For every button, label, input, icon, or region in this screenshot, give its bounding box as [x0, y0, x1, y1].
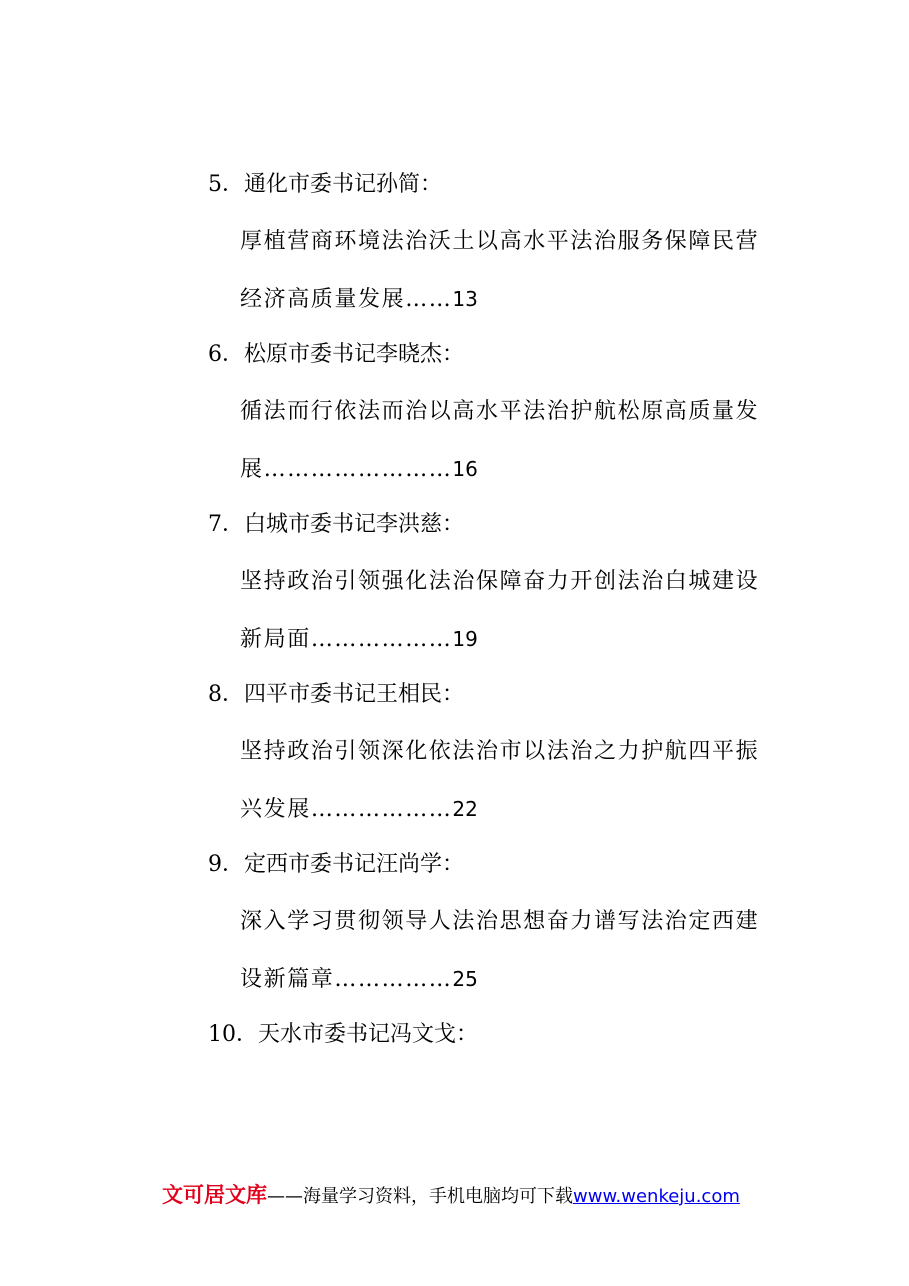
- page-number: 19: [452, 627, 478, 651]
- toc-entry-title-line: [240, 455, 478, 484]
- footer-banner: [162, 1182, 740, 1210]
- toc-entry-title-line: [240, 625, 478, 654]
- dot-leader: ……………: [334, 967, 453, 992]
- page-number: 16: [452, 457, 478, 481]
- toc-entry-title-line: [240, 965, 478, 994]
- toc-entry-title-line: [240, 285, 478, 314]
- toc-entry-heading: 10．天水市委书记冯文戈：: [208, 1022, 478, 1047]
- footer-brand: 文可居文库: [162, 1183, 267, 1207]
- footer-site-link[interactable]: www.wenkeju.com: [573, 1186, 740, 1207]
- toc-entry-title-line: 深入学习贯彻领导人法治思想奋力谱写法治定西建: [240, 909, 760, 934]
- dot-leader: ………………: [310, 797, 453, 822]
- toc-entry-title-end: 展: [240, 457, 264, 482]
- toc-entry-title-line: [240, 795, 478, 824]
- page-number: 22: [452, 797, 478, 821]
- toc-entry-title-line: 循法而行依法而治以高水平法治护航松原高质量发: [240, 399, 760, 424]
- toc-entry-heading: 7．白城市委书记李洪慈：: [208, 512, 464, 537]
- toc-entry-heading: 8．四平市委书记王相民：: [208, 682, 464, 707]
- dot-leader: ………………: [310, 627, 453, 652]
- page-number: 13: [452, 287, 478, 311]
- toc-entry-heading: 6．松原市委书记李晓杰：: [208, 342, 464, 367]
- toc-entry-title-line: 坚持政治引领深化依法治市以法治之力护航四平振: [240, 739, 760, 764]
- dot-leader: ……: [405, 287, 453, 312]
- page-number: 25: [452, 967, 478, 991]
- toc-entry-title-end: 设新篇章: [240, 967, 335, 992]
- toc-entry-title-line: 坚持政治引领强化法治保障奋力开创法治白城建设: [240, 569, 760, 594]
- toc-entry-title-end: 兴发展: [240, 797, 311, 822]
- toc-entry-title-end: 经济高质量发展: [240, 287, 406, 312]
- toc-entry-title-line: 厚植营商环境法治沃土以高水平法治服务保障民营: [240, 229, 760, 254]
- toc-entry-title-end: 新局面: [240, 627, 311, 652]
- dot-leader: ……………………: [263, 457, 453, 482]
- toc-entry-heading: 9．定西市委书记汪尚学：: [208, 852, 464, 877]
- toc-entry-heading: 5．通化市委书记孙简：: [208, 172, 442, 197]
- footer-tagline: ——海量学习资料，手机电脑均可下载: [267, 1186, 573, 1207]
